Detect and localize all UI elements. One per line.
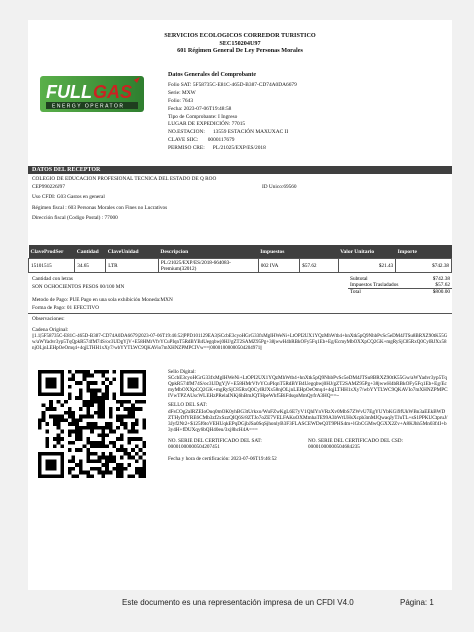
cert-csd-value: 00001000000504684235 xyxy=(308,444,360,451)
sello-digital-label: Sello Digital: xyxy=(168,369,196,375)
footer-text: Este documento es una representación impresa de un CFDI V4.0 xyxy=(122,598,354,607)
serie: Serie: MXW xyxy=(168,89,196,96)
fecha-certificacion: Fecha y hora de certificación: 2023-07-06T19:46:52 xyxy=(168,456,277,463)
comprobante-info xyxy=(168,72,297,153)
col-importe: Importe xyxy=(396,245,452,259)
table-row xyxy=(29,259,452,273)
cell-cantidad: 34.65 xyxy=(75,259,106,273)
cell-clave-prod: 15101515 xyxy=(29,259,75,273)
no-estacion: NO.ESTACION: 13559 ESTACIÓN MAXUXAC II xyxy=(168,129,289,136)
permiso-cre: PERMISO CRE: PL/21025/EXP/ES/2018 xyxy=(168,145,266,152)
certificados-row xyxy=(168,438,448,450)
col-cantidad: Cantidad xyxy=(75,245,106,259)
clave-siic: CLAVE SIIC: 0000117679 xyxy=(168,137,235,144)
receptor-nombre: COLEGIO DE EDUCACION PROFESIONAL TECNICA DEL ESTADO DE Q ROO xyxy=(32,176,217,182)
cadena-block xyxy=(32,316,448,352)
folio: Folio: 7643 xyxy=(168,97,194,104)
comprobante-title: Datos Generales del Comprobante xyxy=(168,72,257,78)
summary-block xyxy=(32,276,332,312)
total-value: $742.38 xyxy=(432,276,450,282)
seal-block xyxy=(168,369,448,462)
issuer-name: SERVICIOS ECOLOGICOS CORREDOR TURISTICO xyxy=(164,32,316,39)
fecha: Fecha: 2023-07-06T19:48:58 xyxy=(168,105,232,112)
sello-sat-label: SELLO DEL SAT: xyxy=(168,402,208,409)
page-number: Página: 1 xyxy=(400,598,434,607)
total-value: $800.00 xyxy=(412,289,452,296)
cert-csd xyxy=(308,438,403,450)
svg-text:FULL: FULL xyxy=(46,82,92,102)
observaciones: Observaciones: xyxy=(32,316,65,322)
cell-impuesto-monto: $57.62 xyxy=(300,259,338,273)
svg-text:GAS: GAS xyxy=(93,82,133,102)
issuer-rfc: SEC150204U97 xyxy=(219,39,261,47)
invoice-page xyxy=(28,20,452,590)
lugar-expedicion: LUGAR DE EXPEDICIÓN: 77015 xyxy=(168,121,246,128)
qr-code xyxy=(38,370,146,478)
fullgas-logo xyxy=(38,72,146,116)
cadena-text: ||1.1|5F58735C-E81C-465D-B387-CD74A0DA6679|2023-07-06T19:46:52|PPD101129EA3|SCcbE3cyoHGrG33fxMgIHWeNi+LtOPI2UX1YQzMhWtb4+hnXtk5pQ9NhbPvSc5eDM4JTSu8BRXZ90tK55Gw/aWYadvr3yp5TqQpkR574fM74S/oc3UDgYjV+E58HMrVfvYCuPIqnT5RdBYB4Uegqbwj0HJ/gZT2SAMZ95Pg+38jwwH4bRBkOFy5Fq1Eb+Eg/EcmyMbOXXpCQ2GK+mgRySjC85RxQ0CylRJXx58njOLjnLEHpOeOmq4+4qjLTHH1xXy7/wbYYTLWC9QKAVio7mXHNZPMPCIVw==|00001000000504204971|| xyxy=(32,334,448,352)
cell-valor-unitario: $21.43 xyxy=(338,259,396,273)
cell-impuesto: 002 IVA xyxy=(258,259,299,273)
cell-clave-unidad: LTR xyxy=(106,259,159,273)
cert-sat-value: 00001000000504207451 xyxy=(168,444,220,451)
cert-sat-label: NO. SERIE DEL CERTIFICADO DEL SAT: xyxy=(168,437,262,444)
cert-csd-label: NO. SERIE DEL CERTIFICADO DEL CSD: xyxy=(308,437,403,444)
cantidad-letra-label: Cantidad con letras xyxy=(32,276,73,282)
total-row xyxy=(348,289,452,296)
total-label: Total xyxy=(348,289,412,296)
tipo-comprobante: Tipo de Comprobante: I Ingreso xyxy=(168,113,238,120)
total-label: Impuestos Trasladados xyxy=(350,282,399,289)
col-impuesto-monto xyxy=(300,245,338,259)
totals-table xyxy=(348,276,452,296)
cantidad-letra: SON OCHOCIENTOS PESOS 00/100 MN xyxy=(32,283,125,290)
total-value: $57.62 xyxy=(435,282,450,289)
receptor-bar: DATOS DEL RECEPTOR xyxy=(28,166,452,174)
metodo-pago: Metodo de Pago: PUE Pago en una sola exhibición Moneda:MXN xyxy=(32,297,173,304)
svg-text:ENERGY OPERATOR: ENERGY OPERATOR xyxy=(52,103,125,110)
items-table xyxy=(28,245,452,273)
cell-descripcion: PL/21025/EXP/ES/2018-664083-Premium(32012) xyxy=(158,259,258,273)
col-descripcion: Descripcion xyxy=(158,245,258,259)
receptor-rfc: CEP990226J97 xyxy=(32,183,65,190)
issuer-header xyxy=(28,20,452,55)
uso-cfdi: Uso CFDI: G03 Gastos en general xyxy=(32,194,105,201)
items-header-row xyxy=(29,245,452,259)
divider xyxy=(28,313,452,314)
issuer-regimen: 601 Régimen General De Ley Personas Morales xyxy=(177,47,303,55)
receptor-direccion: Dirección fiscal (Codigo Postal) : 77000 xyxy=(32,215,118,222)
cadena-label: Cadena Original: xyxy=(32,326,69,333)
cell-importe: $742.38 xyxy=(396,259,452,273)
receptor-regimen: Régimen fiscal : 603 Personas Morales con Fines no Lucrativos xyxy=(32,204,168,211)
forma-pago: Forma de Pago: 01 EFECTIVO xyxy=(32,304,100,311)
total-label: Subtotal xyxy=(350,276,368,282)
cert-sat xyxy=(168,438,308,450)
col-clave-unidad: ClaveUnidad xyxy=(106,245,159,259)
col-clave-prod: ClaveProdSer xyxy=(29,245,75,259)
col-valor-unitario: Valor Unitario xyxy=(338,245,396,259)
id-unico: ID Unico:69560 xyxy=(262,183,297,190)
total-row xyxy=(348,282,452,289)
col-impuestos: Impuestos xyxy=(258,245,299,259)
folio-sat: Folio SAT: 5F58735C-E81C-465D-B387-CD74A0DA6679 xyxy=(168,81,297,88)
sello-digital-text: SCcbE3cyoHGrG33fxMgIHWeNi+LtOPI2UX1YQzMhWtb4+hnXtk5pQ9NhbPvSc5eDM4JTSu8BRXZ90tK55Gw/aWYadvr3yp5TqQpkR574fM74S/oc3UDgYjV+E58HMrVfvYCuPIqnT5RdBYB4Uegqbwj0HJ/gZT2SAMZ95Pg+38jwwH4bRBkOFy5Fq1Eb+Eg/EcmyMbOXXpCQ2GK+mgRySjC85RxQ0CylRJXx58njOLjnLEHpOeOmq4+4qjLTHH1xXy7/wbYYTLWC9QKAVIo7mXHNZPMPCIVwTPZAUscWLEHzPRelaINKj6hBmJQTHpeWhf5BiFdsqoMmQyfrA3HQ==~ xyxy=(168,375,448,400)
sello-sat-text: dFsCOg2aIRZEIoOuq0mOK0yhBG3tUrkxo/WuFZwKgL6E7yV1QhIYnVRzXv0MbS7ZWvU7EgYUYbKGi9fUkWBn3aEEkBWDZTHyDfYRE6CMb3zf2xSzzQIQ6S/8ZTJo7oZE7VELFAKuOXMmhaTE99A3bWtUHsXcpb3mMJQwaqJyTJuTL+sS1PPKUCtpruJ/3Jyf2Nt2+$125f6toVEHUqkEPqDGjbJSa0SqSjhonlyB3F3FLASCEWDeQ3T9PHS4m+lGbCGMwQGXX2Zv+A8KJhh5Mn03f4I+b3y4H+fDUXqy6bQH40eu/3xj8hcH4A=== xyxy=(168,408,448,433)
receptor-block xyxy=(32,176,442,223)
